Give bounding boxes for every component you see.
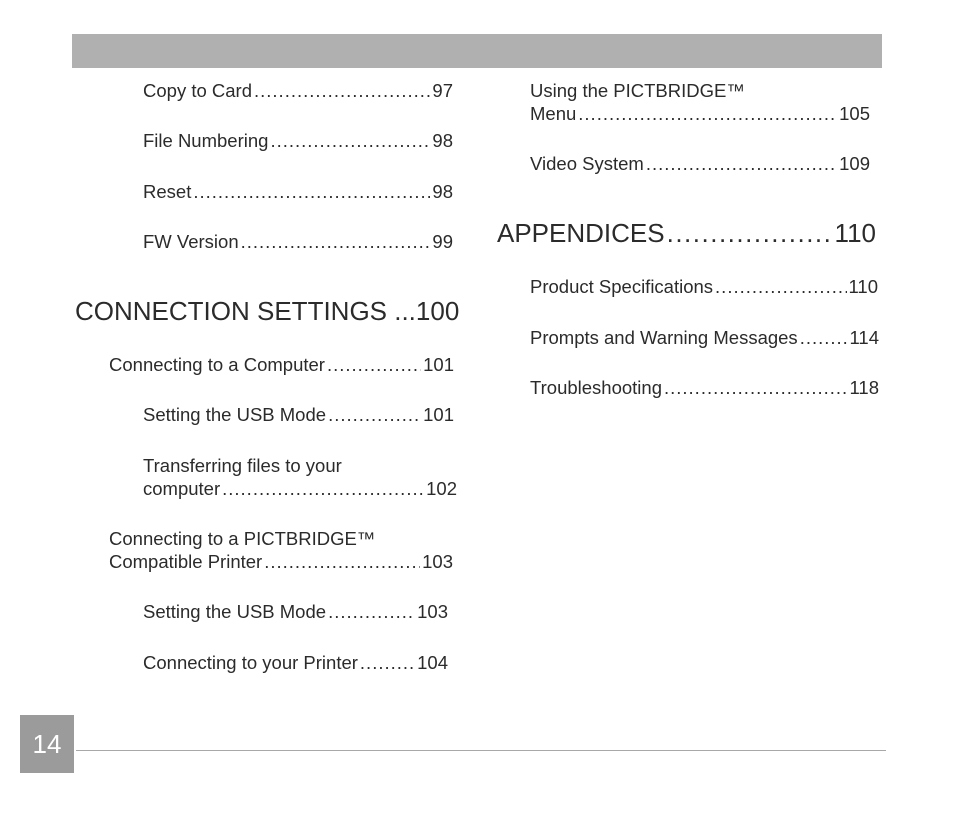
toc-entry-using-pictbridge-menu-line1[interactable] xyxy=(530,79,745,102)
dot-leader xyxy=(241,230,431,253)
toc-page-number: 101 xyxy=(423,354,454,375)
toc-entry-reset[interactable] xyxy=(143,180,453,203)
toc-entry-file-numbering[interactable] xyxy=(143,129,453,152)
toc-page-number: 109 xyxy=(839,153,870,174)
dot-leader xyxy=(254,79,430,102)
dot-leader xyxy=(264,550,420,573)
toc-entry-using-pictbridge-menu[interactable] xyxy=(530,102,870,125)
toc-entry-transferring-files-line1[interactable] xyxy=(143,454,342,477)
dot-leader xyxy=(193,180,430,203)
toc-page-number: 110 xyxy=(848,276,878,297)
dot-leader xyxy=(328,600,415,623)
dot-leader xyxy=(327,353,421,376)
dot-leader xyxy=(664,376,848,399)
dot-leader xyxy=(646,152,837,175)
toc-page-number: 103 xyxy=(417,601,448,622)
dot-leader xyxy=(360,651,415,674)
toc-page-number: 110 xyxy=(834,218,876,248)
toc-entry-label: Connecting to your Printer xyxy=(143,652,358,673)
toc-page-number: 100 xyxy=(415,296,460,326)
toc-section-appendices[interactable] xyxy=(497,218,876,248)
toc-entry-label: Product Specifications xyxy=(530,276,714,297)
toc-entry-label: computer xyxy=(143,478,221,499)
toc-entry-connecting-printer-line1[interactable] xyxy=(109,527,375,550)
toc-entry-label: Reset xyxy=(143,181,192,202)
toc-entry-prompts-warnings[interactable] xyxy=(530,326,879,349)
toc-entry-label: File Numbering xyxy=(143,130,269,151)
dot-leader xyxy=(715,275,846,298)
toc-entry-product-specifications[interactable] xyxy=(530,275,878,298)
toc-page-number: 114 xyxy=(849,327,879,348)
toc-entry-label: Menu xyxy=(530,103,577,124)
toc-page-number: 99 xyxy=(432,231,453,252)
dot-leader xyxy=(328,403,421,426)
header-bar xyxy=(72,34,882,68)
toc-entry-copy-to-card[interactable] xyxy=(143,79,453,102)
toc-entry-troubleshooting[interactable] xyxy=(530,376,879,399)
page-number: 14 xyxy=(32,729,62,759)
toc-entry-label: Prompts and Warning Messages xyxy=(530,327,798,348)
toc-page-number: 98 xyxy=(432,130,453,151)
toc-page-number: 101 xyxy=(423,404,454,425)
footer-rule xyxy=(76,750,886,751)
toc-entry-label: Setting the USB Mode xyxy=(143,404,327,425)
toc-section-label: APPENDICES xyxy=(497,218,665,248)
toc-entry-label: Connecting to a Computer xyxy=(109,354,325,375)
dot-leader xyxy=(578,102,837,125)
dot-leader xyxy=(270,129,430,152)
toc-entry-setting-usb-mode-2[interactable] xyxy=(143,600,448,623)
toc-entry-label: Transferring files to your xyxy=(143,455,342,476)
toc-page-number: 97 xyxy=(432,80,453,101)
toc-entry-connecting-computer[interactable] xyxy=(109,353,454,376)
toc-page-number: 103 xyxy=(422,551,453,572)
toc-page-number: 105 xyxy=(839,103,870,124)
toc-section-label: CONNECTION SETTINGS ... xyxy=(75,296,416,326)
toc-entry-label: Setting the USB Mode xyxy=(143,601,327,622)
toc-entry-label: Copy to Card xyxy=(143,80,252,101)
toc-entry-connecting-printer[interactable] xyxy=(109,550,453,573)
toc-page-number: 104 xyxy=(417,652,448,673)
toc-page-number: 102 xyxy=(426,478,457,499)
toc-entry-label: Troubleshooting xyxy=(530,377,662,398)
page-number-badge xyxy=(20,715,74,773)
toc-entry-label: FW Version xyxy=(143,231,239,252)
toc-entry-fw-version[interactable] xyxy=(143,230,453,253)
toc-entry-label: Using the PICTBRIDGE™ xyxy=(530,80,745,101)
toc-entry-video-system[interactable] xyxy=(530,152,870,175)
toc-entry-setting-usb-mode-1[interactable] xyxy=(143,403,454,426)
dot-leader xyxy=(800,326,848,349)
toc-entry-transferring-files[interactable] xyxy=(143,477,457,500)
toc-page-number: 118 xyxy=(849,377,879,398)
toc-entry-label: Video System xyxy=(530,153,644,174)
toc-entry-connecting-your-printer[interactable] xyxy=(143,651,448,674)
toc-section-connection-settings[interactable] xyxy=(75,296,459,326)
dot-leader xyxy=(667,218,833,248)
toc-entry-label: Connecting to a PICTBRIDGE™ xyxy=(109,528,376,549)
toc-page-number: 98 xyxy=(432,181,453,202)
dot-leader xyxy=(222,477,424,500)
toc-entry-label: Compatible Printer xyxy=(109,551,263,572)
